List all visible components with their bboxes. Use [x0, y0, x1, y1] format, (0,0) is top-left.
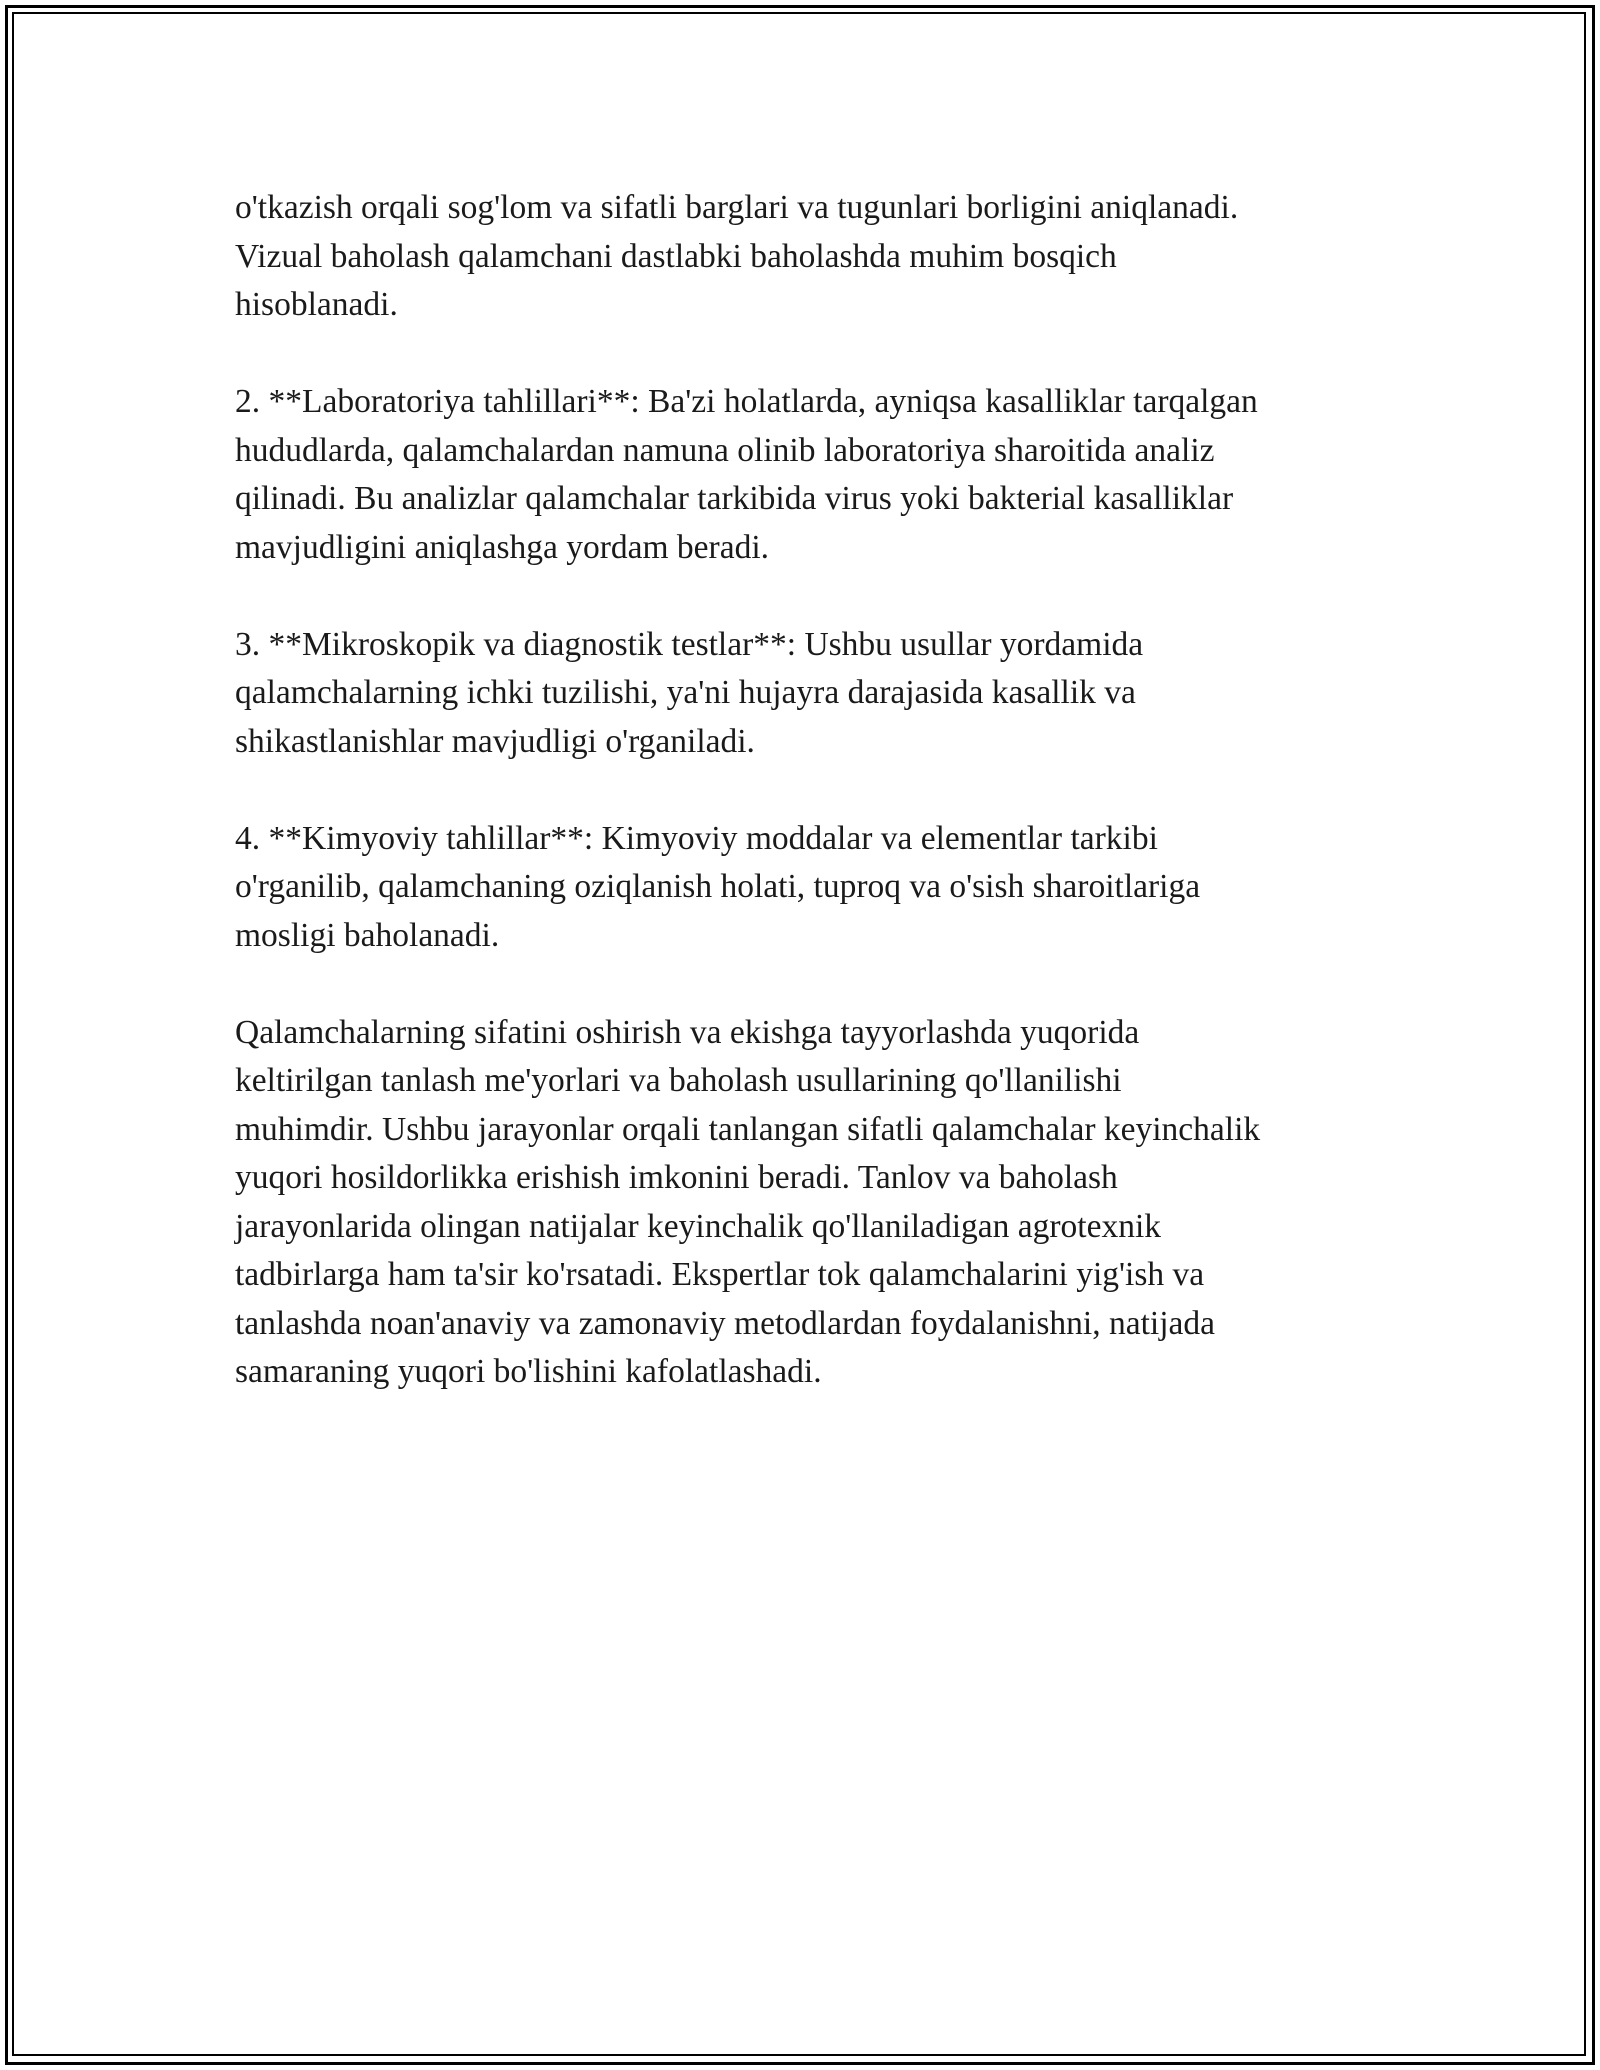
document-body — [235, 184, 1375, 1397]
paragraph-visual-assessment-continuation: o'tkazish orqali sog'lom va sifatli barglari va tugunlari borligini aniqlanadi. Vizual baholash qalamchani dastlabki baholashda muhim bosqich hisoblanadi. — [235, 189, 1239, 323]
paragraph-chemical-analyses: 4. **Kimyoviy tahlillar**: Kimyoviy moddalar va elementlar tarkibi o'rganilib, qalamchaning oziqlanish holati, tuproq va o'sish sharoitlariga mosligi baholanadi. — [235, 819, 1201, 954]
paragraph-laboratory-analyses: 2. **Laboratoriya tahlillari**: Ba'zi holatlarda, ayniqsa kasalliklar tarqalgan hududlarda, qalamchalardan namuna olinib laboratoriya sharoitida analiz qilinadi. Bu analizlar qalamchalar tarkibida virus yoki bakterial kasalliklar mavjudligini aniqlashga yordam beradi. — [235, 383, 1258, 566]
paragraph-microscopic-diagnostic-tests: 3. **Mikroskopik va diagnostik testlar**: Ushbu usullar yordamida qalamchalarning ichki tuzilishi, ya'ni hujayra darajasida kasallik va shikastlanishlar mavjudligi o'rganiladi. — [235, 625, 1144, 760]
paragraph-conclusion: Qalamchalarning sifatini oshirish va ekishga tayyorlashda yuqorida keltirilgan tanlash me'yorlari va baholash usullarining qo'llanilishi muhimdir. Ushbu jarayonlar orqali tanlangan sifatli qalamchalar keyinchalik yuqori hosildorlikka erishish imkonini beradi. Tanlov va baholash jarayonlarida olingan natijalar keyinchalik qo'llaniladigan agrotexnik tadbirlarga ham ta'sir ko'rsatadi. Ekspertlar tok qalamchalarini yig'ish va tanlashda noan'anaviy va zamonaviy metodlardan foydalanishni, natijada samaraning yuqori bo'lishini kafolatlashadi. — [235, 1013, 1261, 1390]
